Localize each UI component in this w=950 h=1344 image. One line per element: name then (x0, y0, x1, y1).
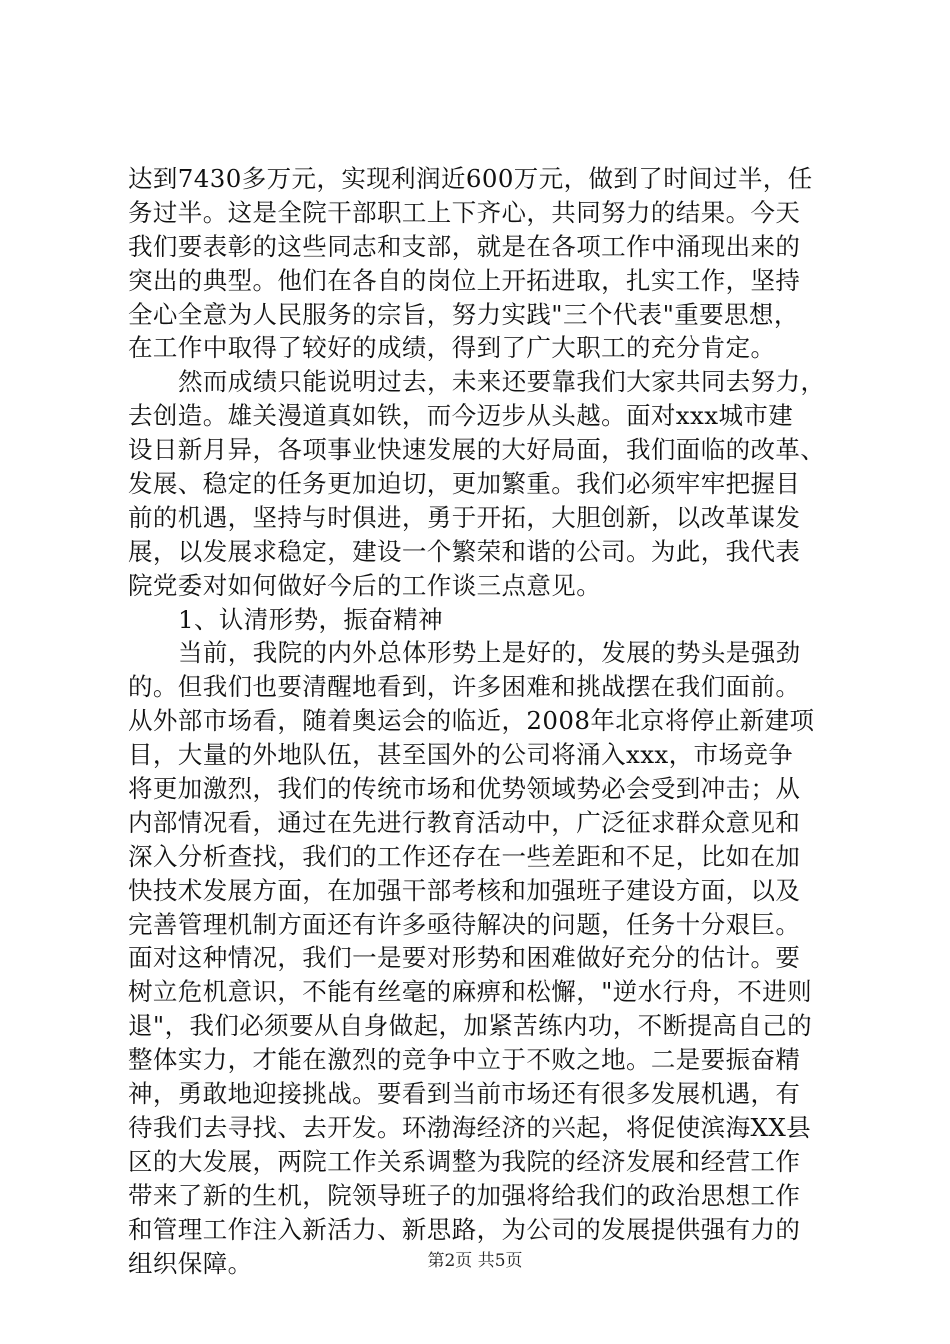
text-line: 当前，我院的内外总体形势上是好的，发展的势头是强劲 (178, 638, 801, 668)
text-line: 从外部市场看，随着奥运会的临近，2008年北京将停止新建项 (128, 706, 815, 736)
text-line: 待我们去寻找、去开发。环渤海经济的兴起，将促使滨海XX县 (128, 1112, 812, 1142)
text-line: 去创造。雄关漫道真如铁，而今迈步从头越。面对xxx城市建 (128, 401, 794, 431)
text-line: 目，大量的外地队伍，甚至国外的公司将涌入xxx，市场竞争 (128, 740, 794, 770)
text-line: 然而成绩只能说明过去，未来还要靠我们大家共同去努力， (178, 367, 826, 397)
text-line: 深入分析查找，我们的工作还存在一些差距和不足，比如在加 (128, 841, 801, 871)
text-line: 在工作中取得了较好的成绩，得到了广大职工的充分肯定。 (128, 333, 776, 363)
text-line: 将更加激烈，我们的传统市场和优势领域势必会受到冲击；从 (128, 774, 801, 804)
text-line: 神，勇敢地迎接挑战。要看到当前市场还有很多发展机遇，有 (128, 1079, 801, 1109)
text-line: 1、认清形势，振奋精神 (178, 604, 443, 634)
text-line: 院党委对如何做好今后的工作谈三点意见。 (128, 570, 602, 600)
text-line: 前的机遇，坚持与时俱进，勇于开拓，大胆创新，以改革谋发 (128, 502, 801, 532)
text-line: 退"，我们必须要从自身做起，加紧苦练内功，不断提高自己的 (128, 1011, 812, 1041)
text-line: 树立危机意识，不能有丝毫的麻痹和松懈，"逆水行舟，不进则 (128, 977, 812, 1007)
text-line: 我们要表彰的这些同志和支部，就是在各项工作中涌现出来的 (128, 231, 801, 261)
text-line: 设日新月异，各项事业快速发展的大好局面，我们面临的改革、 (128, 435, 826, 465)
text-line: 突出的典型。他们在各自的岗位上开拓进取，扎实工作，坚持 (128, 265, 801, 295)
text-line: 和管理工作注入新活力、新思路，为公司的发展提供强有力的 (128, 1214, 801, 1244)
text-line: 发展、稳定的任务更加迫切，更加繁重。我们必须牢牢把握目 (128, 469, 801, 499)
text-line: 达到7430多万元，实现利润近600万元，做到了时间过半，任 (128, 164, 813, 193)
document-body (128, 162, 828, 1280)
text-line: 完善管理机制方面还有许多亟待解决的问题，任务十分艰巨。 (128, 909, 801, 939)
text-line: 面对这种情况，我们一是要对形势和困难做好充分的估计。要 (128, 943, 801, 973)
text-line: 带来了新的生机，院领导班子的加强将给我们的政治思想工作 (128, 1180, 801, 1210)
text-line: 务过半。这是全院干部职工上下齐心，共同努力的结果。今天 (128, 197, 801, 227)
text-line: 区的大发展，两院工作关系调整为我院的经济发展和经营工作 (128, 1146, 801, 1176)
text-line: 展，以发展求稳定，建设一个繁荣和谐的公司。为此，我代表 (128, 536, 801, 566)
text-line: 整体实力，才能在激烈的竞争中立于不败之地。二是要振奋精 (128, 1045, 801, 1075)
text-line: 组织保障。 (128, 1248, 253, 1278)
text-line: 的。但我们也要清醒地看到，许多困难和挑战摆在我们面前。 (128, 672, 801, 702)
text-line: 全心全意为人民服务的宗旨，努力实践"三个代表"重要思想， (128, 299, 799, 329)
page-footer: 第2页 共5页 (427, 1251, 523, 1271)
text-line: 快技术发展方面，在加强干部考核和加强班子建设方面，以及 (128, 875, 801, 905)
text-line: 内部情况看，通过在先进行教育活动中，广泛征求群众意见和 (128, 807, 801, 837)
